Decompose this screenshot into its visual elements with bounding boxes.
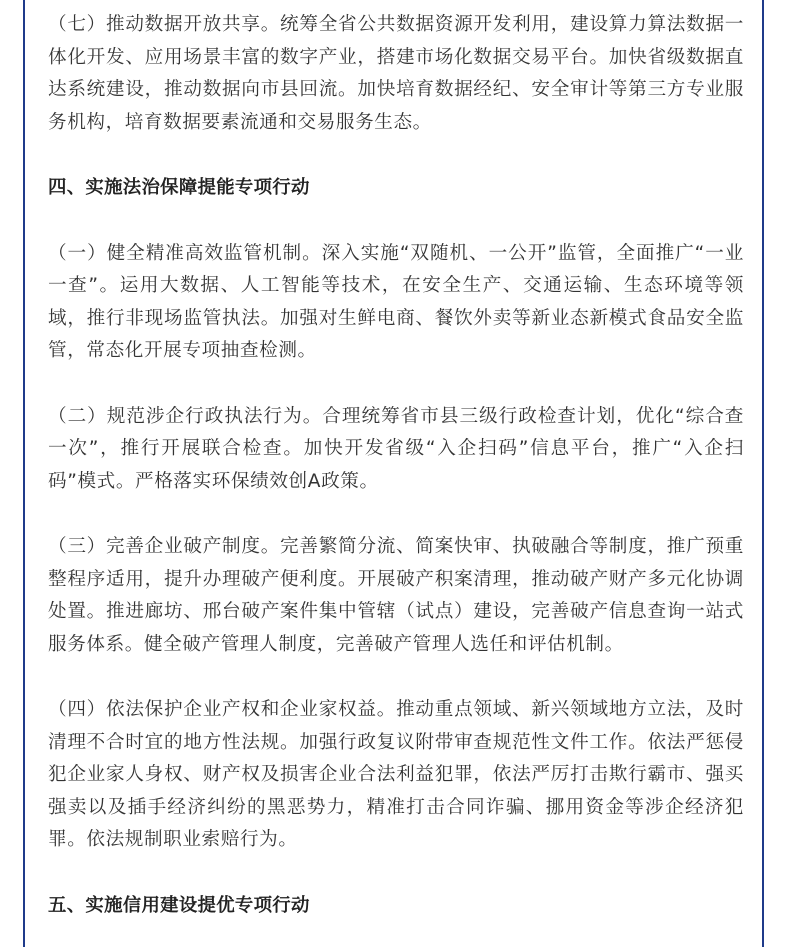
section-heading-credit: 五、实施信用建设提优专项行动 xyxy=(48,894,310,916)
paragraph-law-enforcement: （二）规范涉企行政执法行为。合理统筹省市县三级行政检查计划，优化“综合查一次”，推行开展联合检查。加快开发省级“入企扫码”信息平台，推广“入企扫码”模式。严格落实环保绩效创A政策。 xyxy=(48,405,744,492)
paragraph-property-rights: （四）依法保护企业产权和企业家权益。推动重点领域、新兴领域地方立法，及时清理不合时宜的地方性法规。加强行政复议附带审查规范性文件工作。依法严惩侵犯企业家人身权、财产权及损害企业合法利益犯罪，依法严厉打击欺行霸市、强买强卖以及插手经济纠纷的黑恶势力，精准打击合同诈骗、挪用资金等涉企经济犯罪。依法规制职业索赔行为。 xyxy=(48,699,744,850)
section-heading-rule-of-law: 四、实施法治保障提能专项行动 xyxy=(48,177,310,198)
spacer xyxy=(48,368,744,401)
spacer xyxy=(48,498,744,531)
paragraph-bankruptcy: （三）完善企业破产制度。完善繁简分流、简案快审、执破融合等制度，推广预重整程序适用，提升办理破产便利度。开展破产积案清理，推动破产财产多元化协调处置。推进廊坊、邢台破产案件集中管辖（试点）建设，完善破产信息查询一站式服务体系。健全破产管理人制度，完善破产管理人选任和评估机制。 xyxy=(48,536,744,655)
article-body xyxy=(48,9,744,922)
paragraph-data-sharing: （七）推动数据开放共享。统筹全省公共数据资源开发利用，建设算力算法数据一体化开发、应用场景丰富的数字产业，搭建市场化数据交易平台。加快省级数据直达系统建设，推动数据向市县回流。加快培育数据经纪、安全审计等第三方专业服务机构，培育数据要素流通和交易服务生态。 xyxy=(48,14,744,133)
spacer xyxy=(48,857,744,890)
spacer xyxy=(48,661,744,694)
paragraph-supervision: （一）健全精准高效监管机制。深入实施“双随机、一公开”监管，全面推广“一业一查”。运用大数据、人工智能等技术，在安全生产、交通运输、生态环境等领域，推行非现场监管执法。加强对生鲜电商、餐饮外卖等新业态新模式食品安全监管，常态化开展专项抽查检测。 xyxy=(48,242,744,361)
spacer xyxy=(48,205,744,238)
